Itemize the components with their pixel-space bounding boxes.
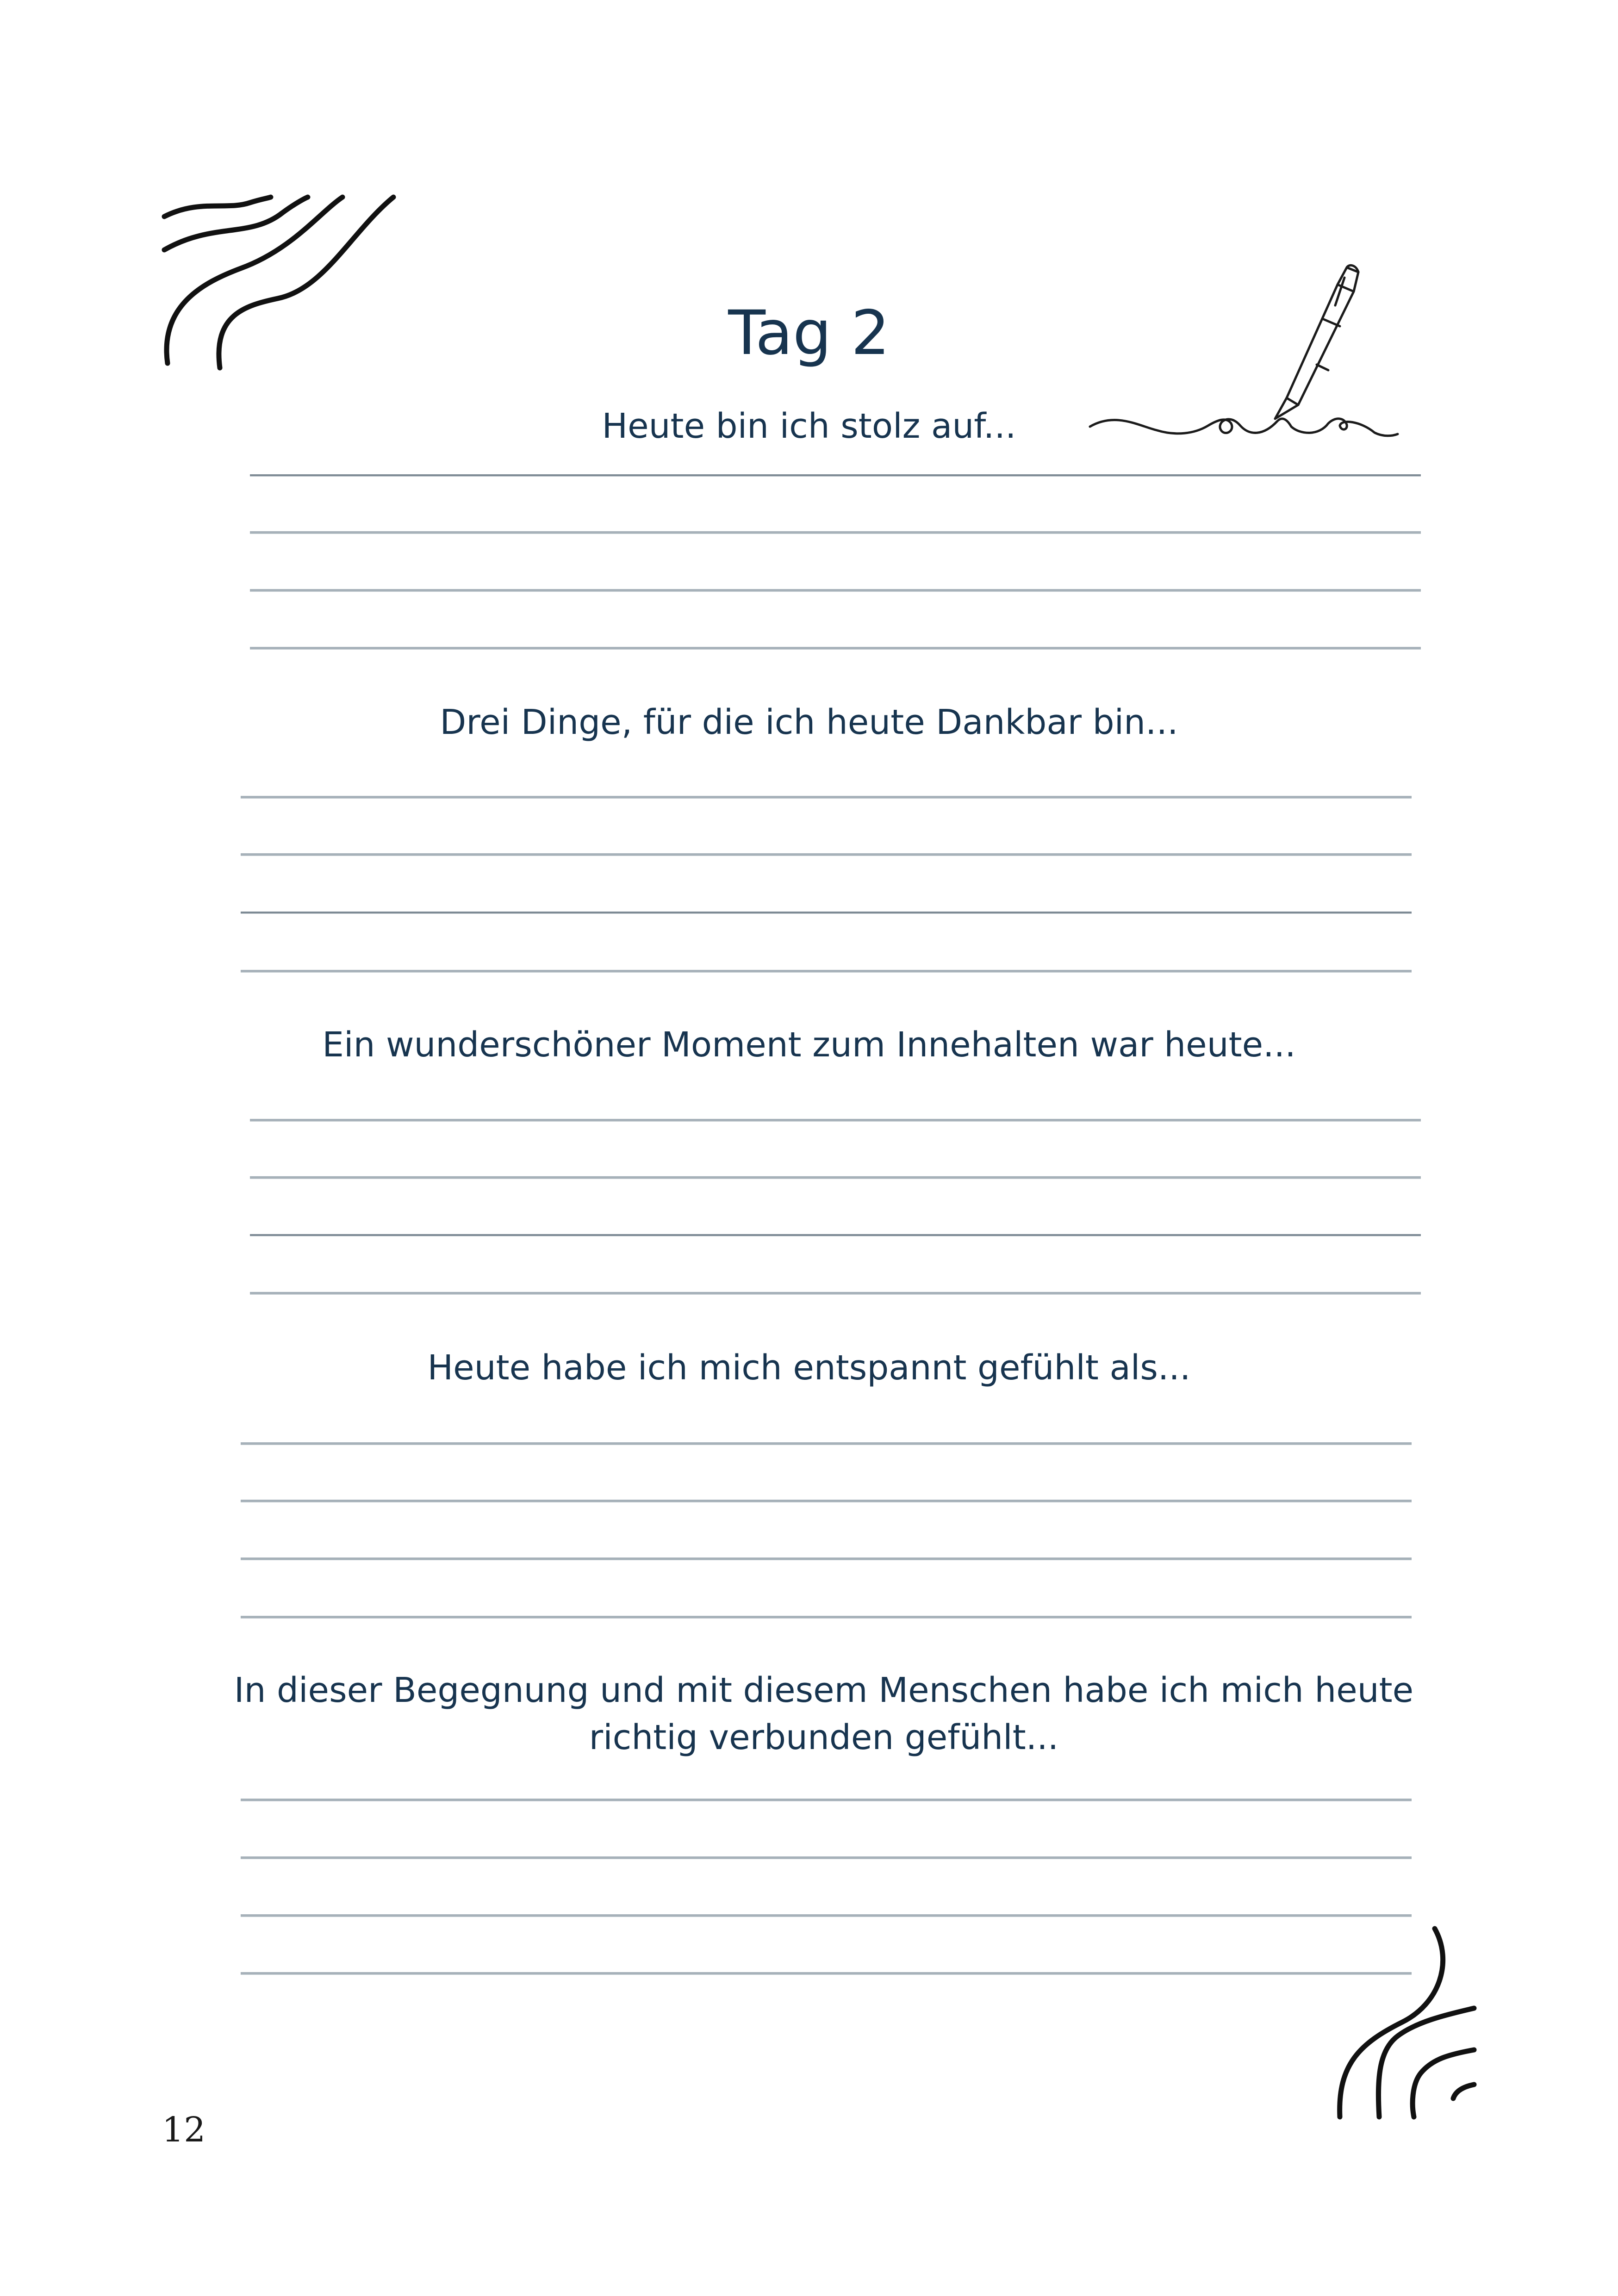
writing-line[interactable] <box>250 1176 1421 1179</box>
prompt-moment: Ein wunderschöner Moment zum Innehalten war heute... <box>322 1025 1296 1065</box>
prompt-proud: Heute bin ich stolz auf... <box>602 406 1016 446</box>
writing-line[interactable] <box>250 474 1421 476</box>
writing-line[interactable] <box>241 1500 1412 1502</box>
writing-line[interactable] <box>250 1119 1421 1121</box>
writing-line[interactable] <box>241 1799 1412 1801</box>
writing-line[interactable] <box>250 531 1421 534</box>
writing-line[interactable] <box>241 970 1412 972</box>
writing-line[interactable] <box>250 1234 1421 1236</box>
writing-line[interactable] <box>241 1442 1412 1445</box>
writing-line[interactable] <box>250 647 1421 649</box>
prompt-grateful: Drei Dinge, für die ich heute Dankbar bin... <box>440 702 1178 742</box>
writing-line[interactable] <box>241 853 1412 856</box>
writing-line[interactable] <box>250 589 1421 591</box>
writing-line[interactable] <box>241 1616 1412 1618</box>
writing-line[interactable] <box>241 796 1412 798</box>
writing-line[interactable] <box>241 912 1412 913</box>
writing-line[interactable] <box>241 1558 1412 1560</box>
writing-line[interactable] <box>241 1856 1412 1859</box>
wavy-lines-icon <box>1296 1925 1481 2119</box>
prompt-connected: In dieser Begegnung und mit diesem Menschen habe ich mich heute richtig verbunden gefühlt... <box>234 1670 1414 1757</box>
writing-line[interactable] <box>250 1292 1421 1294</box>
writing-line[interactable] <box>241 1914 1412 1917</box>
page-title: Tag 2 <box>728 298 890 369</box>
prompt-relaxed: Heute habe ich mich entspannt gefühlt als... <box>427 1348 1191 1388</box>
page-number: 12 <box>162 2110 206 2150</box>
writing-line[interactable] <box>241 1972 1412 1974</box>
